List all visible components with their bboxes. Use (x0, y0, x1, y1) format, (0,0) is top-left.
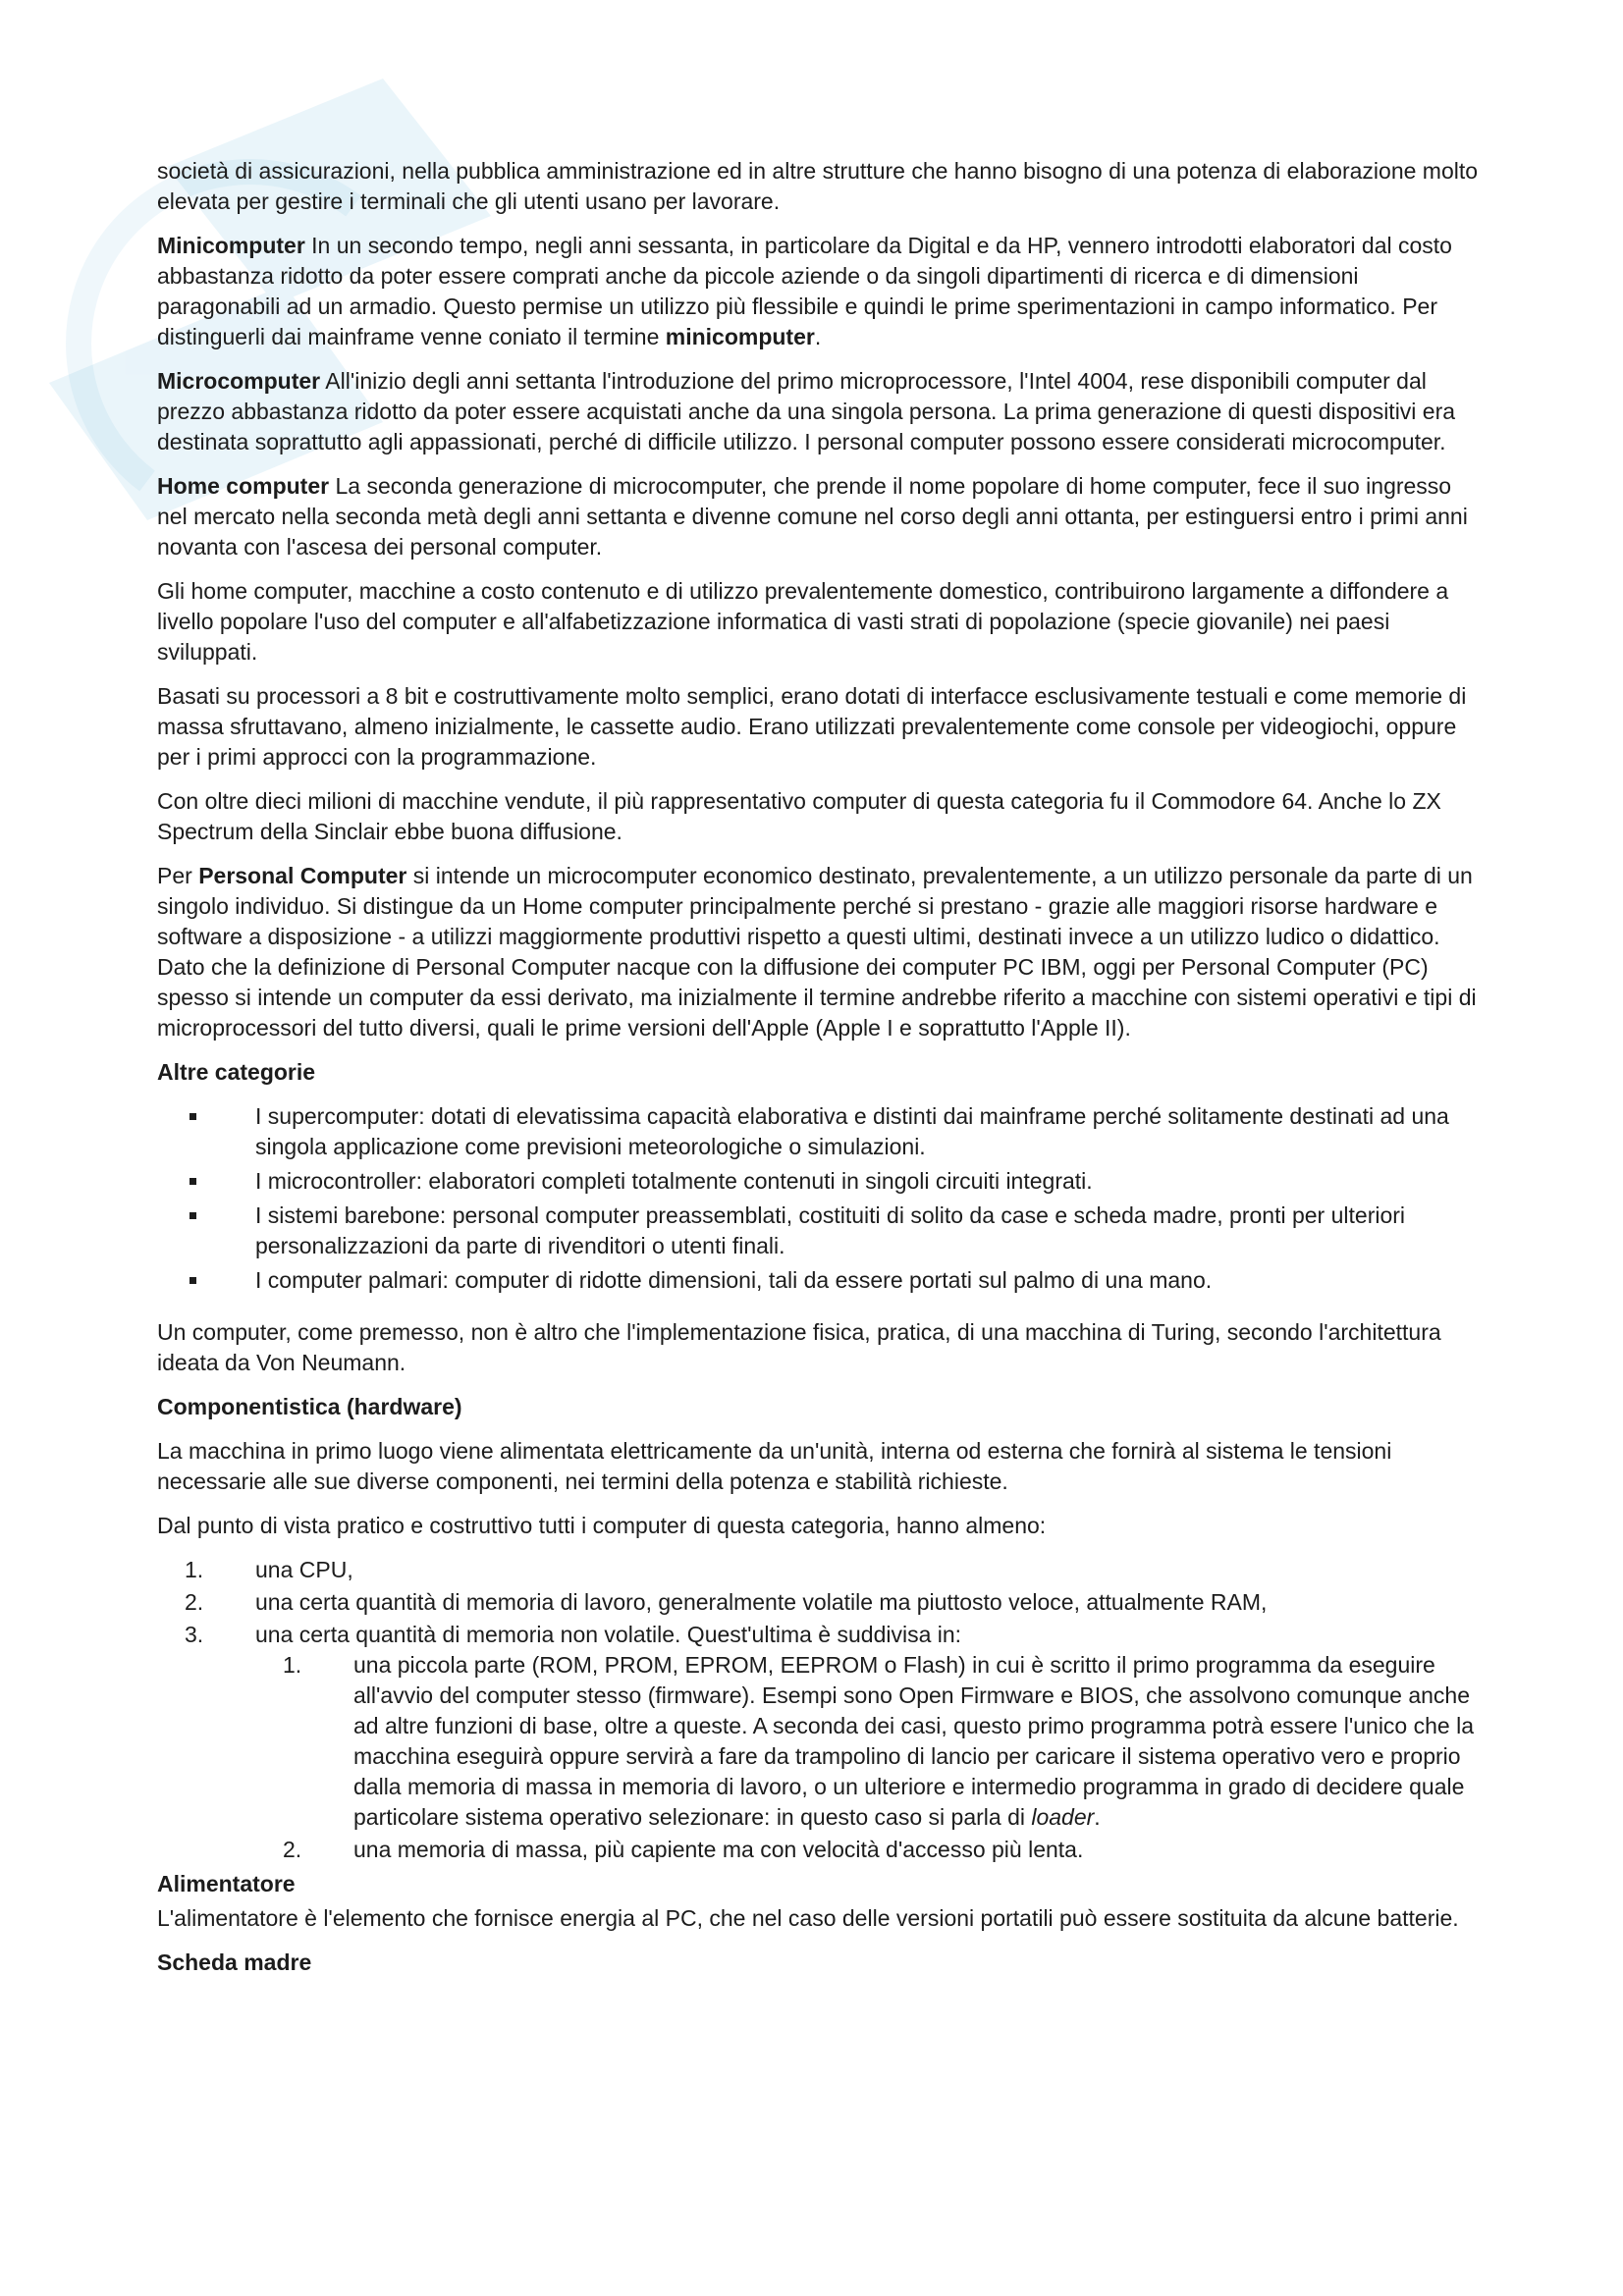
list-item (157, 1587, 1485, 1618)
list-number: 1. (185, 1557, 204, 1582)
minicomputer-lead: Minicomputer (157, 233, 305, 258)
paragraph: Con oltre dieci milioni di macchine vendute, il più rappresentativo computer di questa categoria fu il Commodore 64. Anche lo ZX Spectrum della Sinclair ebbe buona diffusione. (157, 788, 1441, 844)
list-item (255, 1650, 1485, 1833)
list-item-text: una certa quantità di memoria non volatile. Quest'ultima è suddivisa in: (255, 1622, 962, 1647)
minicomputer-end: . (814, 324, 822, 349)
home-computer-lead: Home computer (157, 473, 330, 499)
minicomputer-term: minicomputer (665, 324, 815, 349)
list-number: 2. (283, 1837, 302, 1862)
alimentatore-paragraph: L'alimentatore è l'elemento che fornisce energia al PC, che nel caso delle versioni portatili può essere sostituita da alcune batterie. (157, 1905, 1459, 1931)
list-item-text: una CPU, (255, 1557, 353, 1582)
paragraph: Basati su processori a 8 bit e costruttivamente molto semplici, erano dotati di interfacce esclusivamente testuali e come memorie di massa sfruttavano, almeno inizialmente, le cassette audio. Erano utilizzati prevalentemente come console per videogiochi, oppure per i primi approcci con la programmazione. (157, 683, 1467, 770)
personal-computer-pre: Per (157, 863, 199, 888)
altre-categorie-heading: Altre categorie (157, 1059, 316, 1085)
list-item (157, 1101, 1485, 1162)
minicomputer-paragraph (157, 231, 1485, 352)
list-item-text: una piccola parte (ROM, PROM, EPROM, EEPROM o Flash) in cui è scritto il primo programma da eseguire all'avvio del computer stesso (firmware). Esempi sono Open Firmware e BIOS, che assolvono comunque anche ad altre funzioni di base, oltre a queste. A seconda dei casi, questo primo programma potrà essere l'unico che la macchina eseguirà oppure servirà a fare da trampolino di lancio per caricare il sistema operativo vero e proprio dalla memoria di massa in memoria di lavoro, o un ulteriore e intermedio programma in grado di decidere quale particolare sistema operativo selezionare: in questo caso si parla di (353, 1652, 1474, 1830)
list-number: 3. (185, 1622, 204, 1647)
componentistica-heading: Componentistica (hardware) (157, 1394, 462, 1419)
alimentatore-heading: Alimentatore (157, 1871, 296, 1896)
bullet-square-icon (189, 1113, 196, 1120)
list-item (157, 1201, 1485, 1261)
list-item (157, 1265, 1485, 1296)
personal-computer-paragraph (157, 861, 1485, 1043)
home-computer-paragraph (157, 471, 1485, 562)
personal-computer-text: si intende un microcomputer economico destinato, prevalentemente, a un utilizzo personale da parte di un singolo individuo. Si distingue da un Home computer principalmente perché si prestano - grazie alle maggiori risorse hardware e software a disposizione - a utilizzi maggiormente produttivi rispetto a questi ultimi, destinati invece a un utilizzo ludico o didattico. Dato che la definizione di Personal Computer nacque con la diffusione dei computer PC IBM, oggi per Personal Computer (PC) spesso si intende un computer da essi derivato, ma inizialmente il termine andrebbe riferito a macchine con sistemi operativi e tipi di microprocessori del tutto diversi, quali le prime versioni dell'Apple (Apple I e soprattutto l'Apple II). (157, 863, 1477, 1041)
list-item-text: I microcontroller: elaboratori completi totalmente contenuti in singoli circuiti integrati. (255, 1168, 1093, 1194)
list-item (157, 1166, 1485, 1197)
hardware-list (157, 1555, 1485, 1865)
microcomputer-text: All'inizio degli anni settanta l'introduzione del primo microprocessore, l'Intel 4004, rese disponibili computer dal prezzo abbastanza ridotto da poter essere acquistati anche da una singola persona. La prima generazione di questi dispositivi era destinata soprattutto agli appassionati, perché di difficile utilizzo. I personal computer possono essere considerati microcomputer. (157, 368, 1456, 454)
list-number: 2. (185, 1589, 204, 1615)
microcomputer-paragraph (157, 366, 1485, 457)
home-computer-text: La seconda generazione di microcomputer, che prende il nome popolare di home computer, fece il suo ingresso nel mercato nella seconda metà degli anni settanta e divenne comune nel corso degli anni ottanta, per estinguersi entro i primi anni novanta con l'ascesa dei personal computer. (157, 473, 1468, 560)
list-item (255, 1835, 1485, 1865)
minicomputer-text: In un secondo tempo, negli anni sessanta, in particolare da Digital e da HP, vennero introdotti elaboratori dal costo abbastanza ridotto da poter essere comprati anche da piccole aziende o da singoli dipartimenti di ricerca e di dimensioni paragonabili ad un armadio. Questo permise un utilizzo più flessibile e quindi le prime sperimentazioni in campo informatico. Per distinguerli dai mainframe venne coniato il termine (157, 233, 1452, 349)
list-item (157, 1555, 1485, 1585)
microcomputer-lead: Microcomputer (157, 368, 321, 394)
scheda-madre-heading: Scheda madre (157, 1949, 312, 1975)
componentistica-p2: Dal punto di vista pratico e costruttivo tutti i computer di questa categoria, hanno almeno: (157, 1513, 1047, 1538)
bullet-square-icon (189, 1212, 196, 1219)
altre-categorie-list (157, 1101, 1485, 1296)
bullet-square-icon (189, 1178, 196, 1185)
list-item-text: I sistemi barebone: personal computer preassemblati, costituiti di solito da case e scheda madre, pronti per ulteriori personalizzazioni da parte di rivenditori o utenti finali. (255, 1202, 1406, 1258)
list-item-end: . (1094, 1804, 1101, 1830)
list-number: 1. (283, 1652, 302, 1678)
loader-term: loader (1031, 1804, 1095, 1830)
componentistica-p1: La macchina in primo luogo viene alimentata elettricamente da un'unità, interna od esterna che fornirà al sistema le tensioni necessarie alle sue diverse componenti, nei termini della potenza e stabilità richieste. (157, 1438, 1392, 1494)
list-item-text: una certa quantità di memoria di lavoro, generalmente volatile ma piuttosto veloce, attualmente RAM, (255, 1589, 1268, 1615)
bullet-square-icon (189, 1277, 196, 1284)
intro-paragraph: società di assicurazioni, nella pubblica amministrazione ed in altre strutture che hanno bisogno di una potenza di elaborazione molto elevata per gestire i terminali che gli utenti usano per lavorare. (157, 158, 1479, 214)
paragraph: Gli home computer, macchine a costo contenuto e di utilizzo prevalentemente domestico, contribuirono largamente a diffondere a livello popolare l'uso del computer e all'alfabetizzazione informatica di vasti strati di popolazione (specie giovanile) nei paesi sviluppati. (157, 578, 1449, 665)
list-item (157, 1620, 1485, 1865)
list-item-text: I computer palmari: computer di ridotte dimensioni, tali da essere portati sul palmo di una mano. (255, 1267, 1213, 1293)
list-item-text: I supercomputer: dotati di elevatissima capacità elaborativa e distinti dai mainframe perché solitamente destinati ad una singola applicazione come previsioni meteorologiche o simulazioni. (255, 1103, 1449, 1159)
list-item-text: una memoria di massa, più capiente ma con velocità d'accesso più lenta. (353, 1837, 1084, 1862)
turing-paragraph: Un computer, come premesso, non è altro che l'implementazione fisica, pratica, di una macchina di Turing, secondo l'architettura ideata da Von Neumann. (157, 1319, 1441, 1375)
document-body (157, 156, 1485, 1992)
personal-computer-lead: Personal Computer (198, 863, 407, 888)
memory-sublist (255, 1650, 1485, 1865)
